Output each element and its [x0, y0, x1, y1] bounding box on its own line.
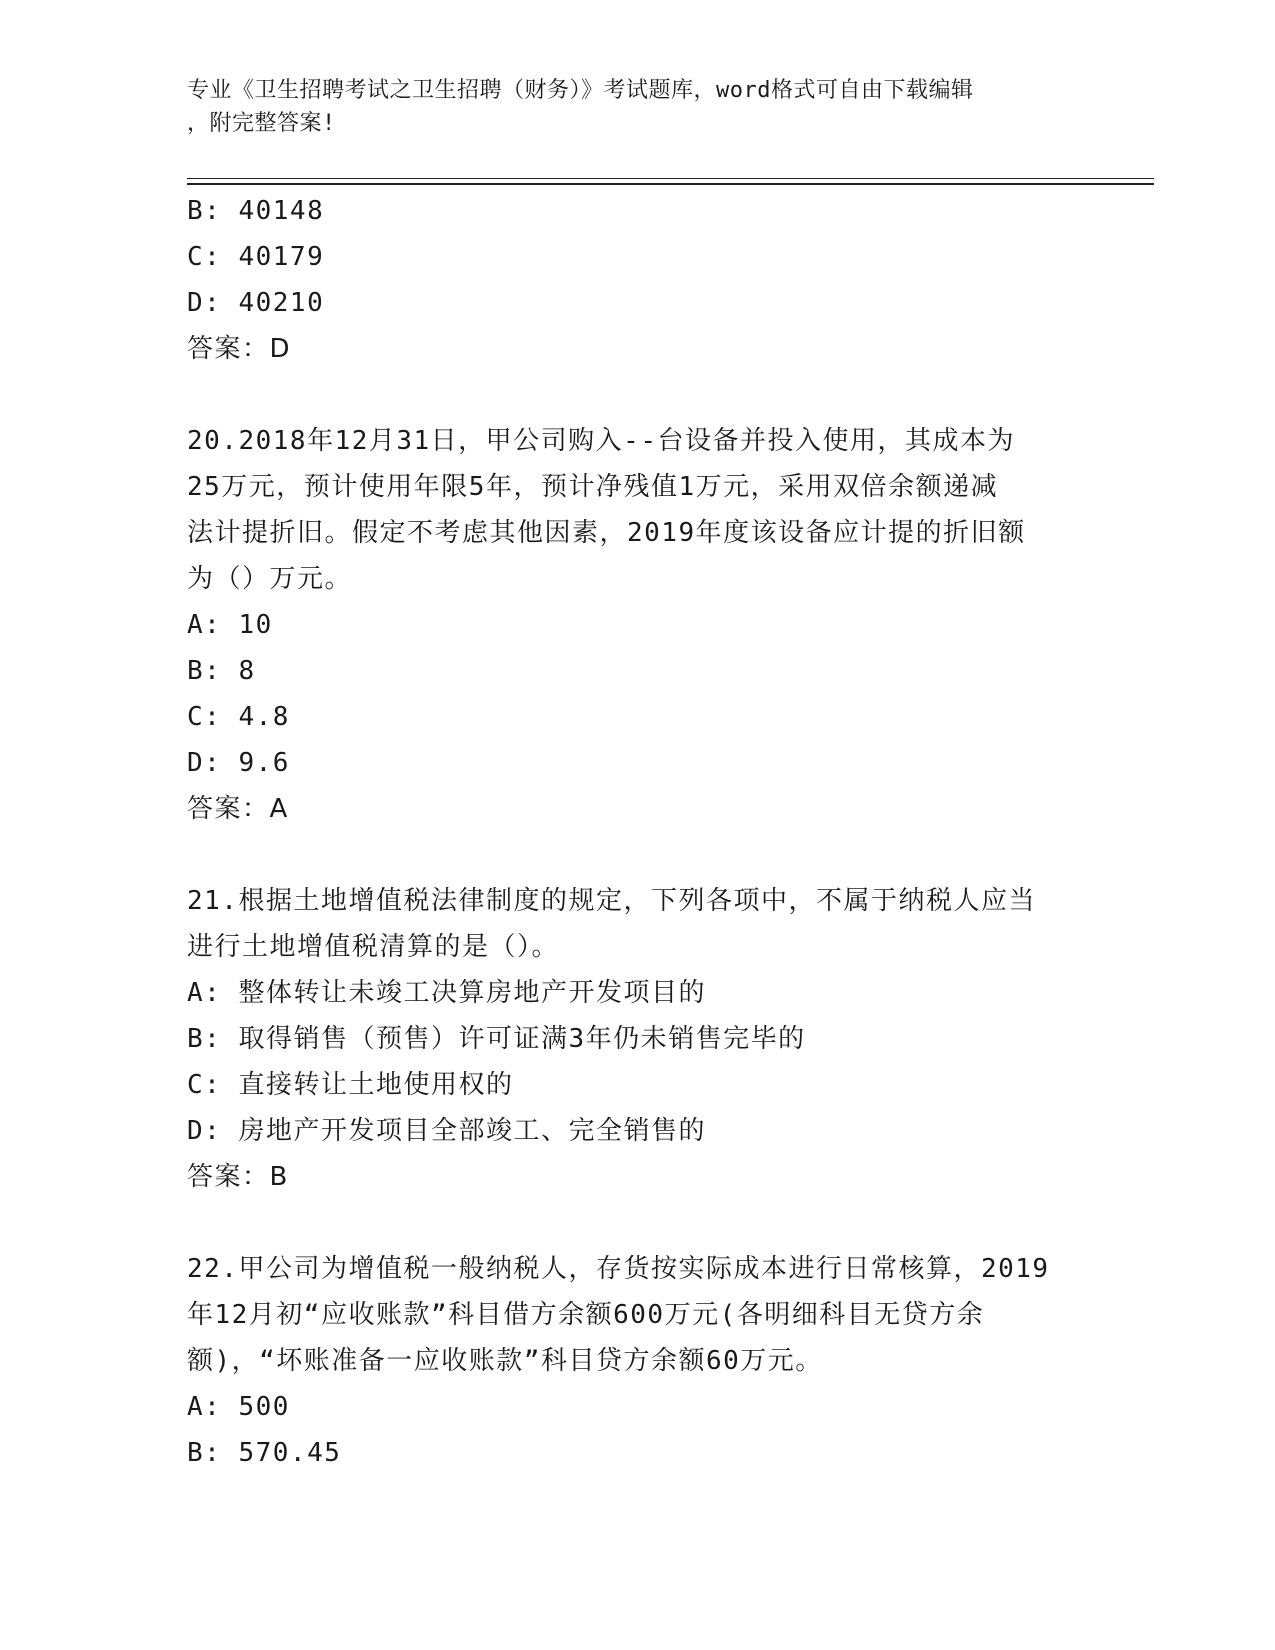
option-b: B: 8: [187, 656, 256, 686]
option-c: C: 40179: [187, 242, 325, 272]
question-text-line: 20.2018年12月31日，甲公司购入--台设备并投入使用，其成本为: [187, 426, 1015, 456]
question-text-line: 进行土地增值税清算的是（）。: [187, 932, 560, 962]
answer: 答案：D: [187, 334, 292, 364]
option-c: C: 4.8: [187, 702, 290, 732]
header-line-2: ，附完整答案!: [187, 111, 336, 136]
question-text-line: 法计提折旧。假定不考虑其他因素，2019年度该设备应计提的折旧额: [187, 518, 1026, 548]
header-divider-bottom: [187, 183, 1154, 185]
spacer: [187, 832, 1087, 878]
option-b: B: 取得销售（预售）许可证满3年仍未销售完毕的: [187, 1024, 806, 1054]
header-divider-top: [187, 178, 1154, 179]
option-b: B: 570.45: [187, 1438, 342, 1468]
question-text-line: 22.甲公司为增值税一般纳税人，存货按实际成本进行日常核算，2019: [187, 1254, 1050, 1284]
question-block: [187, 418, 1087, 832]
option-d: D: 40210: [187, 288, 325, 318]
question-block: [187, 188, 1087, 372]
spacer: [187, 1200, 1087, 1246]
spacer: [187, 372, 1087, 418]
question-text-line: 为（）万元。: [187, 564, 353, 594]
document-body: [187, 188, 1087, 1476]
document-header: [187, 74, 1067, 140]
question-block: [187, 878, 1087, 1200]
option-c: C: 直接转让土地使用权的: [187, 1070, 514, 1100]
header-line-1: 专业《卫生招聘考试之卫生招聘（财务）》考试题库，word格式可自由下载编辑: [187, 78, 974, 103]
answer: 答案：B: [187, 1162, 289, 1192]
answer: 答案：A: [187, 794, 289, 824]
option-d: D: 9.6: [187, 748, 290, 778]
question-text-line: 年12月初“应收账款”科目借方余额600万元(各明细科目无贷方余: [187, 1300, 985, 1330]
option-b: B: 40148: [187, 196, 325, 226]
option-a: A: 500: [187, 1392, 290, 1422]
option-a: A: 10: [187, 610, 273, 640]
option-d: D: 房地产开发项目全部竣工、完全销售的: [187, 1116, 706, 1146]
question-text-line: 21.根据土地增值税法律制度的规定，下列各项中，不属于纳税人应当: [187, 886, 1036, 916]
question-text-line: 25万元，预计使用年限5年，预计净残值1万元，采用双倍余额递减: [187, 472, 999, 502]
option-a: A: 整体转让未竣工决算房地产开发项目的: [187, 978, 706, 1008]
question-text-line: 额)，“坏账准备一应收账款”科目贷方余额60万元。: [187, 1346, 823, 1376]
question-block: [187, 1246, 1087, 1476]
